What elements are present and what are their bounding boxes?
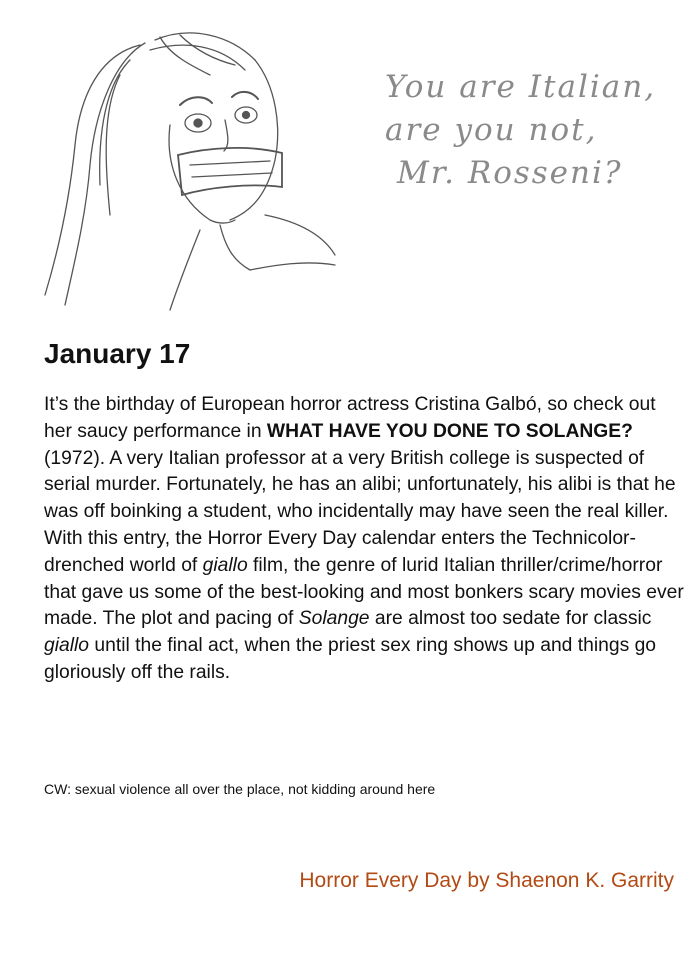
body-text-segment: are almost too sedate for classic [369, 608, 652, 630]
entry-body [44, 392, 684, 687]
handwritten-caption [385, 66, 685, 195]
body-text-segment: film, the genre of lurid Italian thriller/crime/horror that gave us some of the best-looking and most bonkers scary movies ever made. The plot and pacing of [44, 554, 684, 630]
body-text-segment: until the final act, when the priest sex ring shows up and things go gloriously off the rails. [44, 635, 657, 683]
genre-term: giallo [202, 554, 248, 576]
caption-line: are you not, [385, 112, 598, 148]
sketch-illustration-gagged-woman [20, 15, 350, 315]
genre-term: giallo [44, 635, 90, 657]
content-warning: CW: sexual violence all over the place, not kidding around here [44, 781, 436, 797]
film-short-title: Solange [298, 608, 370, 630]
caption-line: Mr. Rosseni? [397, 155, 623, 191]
body-text-segment: (1972). A very Italian professor at a very British college is suspected of serial murder. Fortunately, he has an alibi; unfortunately, his alibi is that he was off boinking a student, who incidentally may have seen the real killer. With this entry, the Horror Every Day calendar enters the Technicolor-drenched world of [44, 447, 676, 576]
author-credit: Horror Every Day by Shaenon K. Garrity [299, 869, 674, 892]
caption-line: You are Italian, [385, 69, 657, 105]
body-text-segment: It’s the birthday of European horror actress Cristina Galbó, so check out her saucy performance in [44, 394, 656, 442]
entry-date: January 17 [44, 338, 191, 369]
film-title: WHAT HAVE YOU DONE TO SOLANGE? [266, 420, 633, 442]
